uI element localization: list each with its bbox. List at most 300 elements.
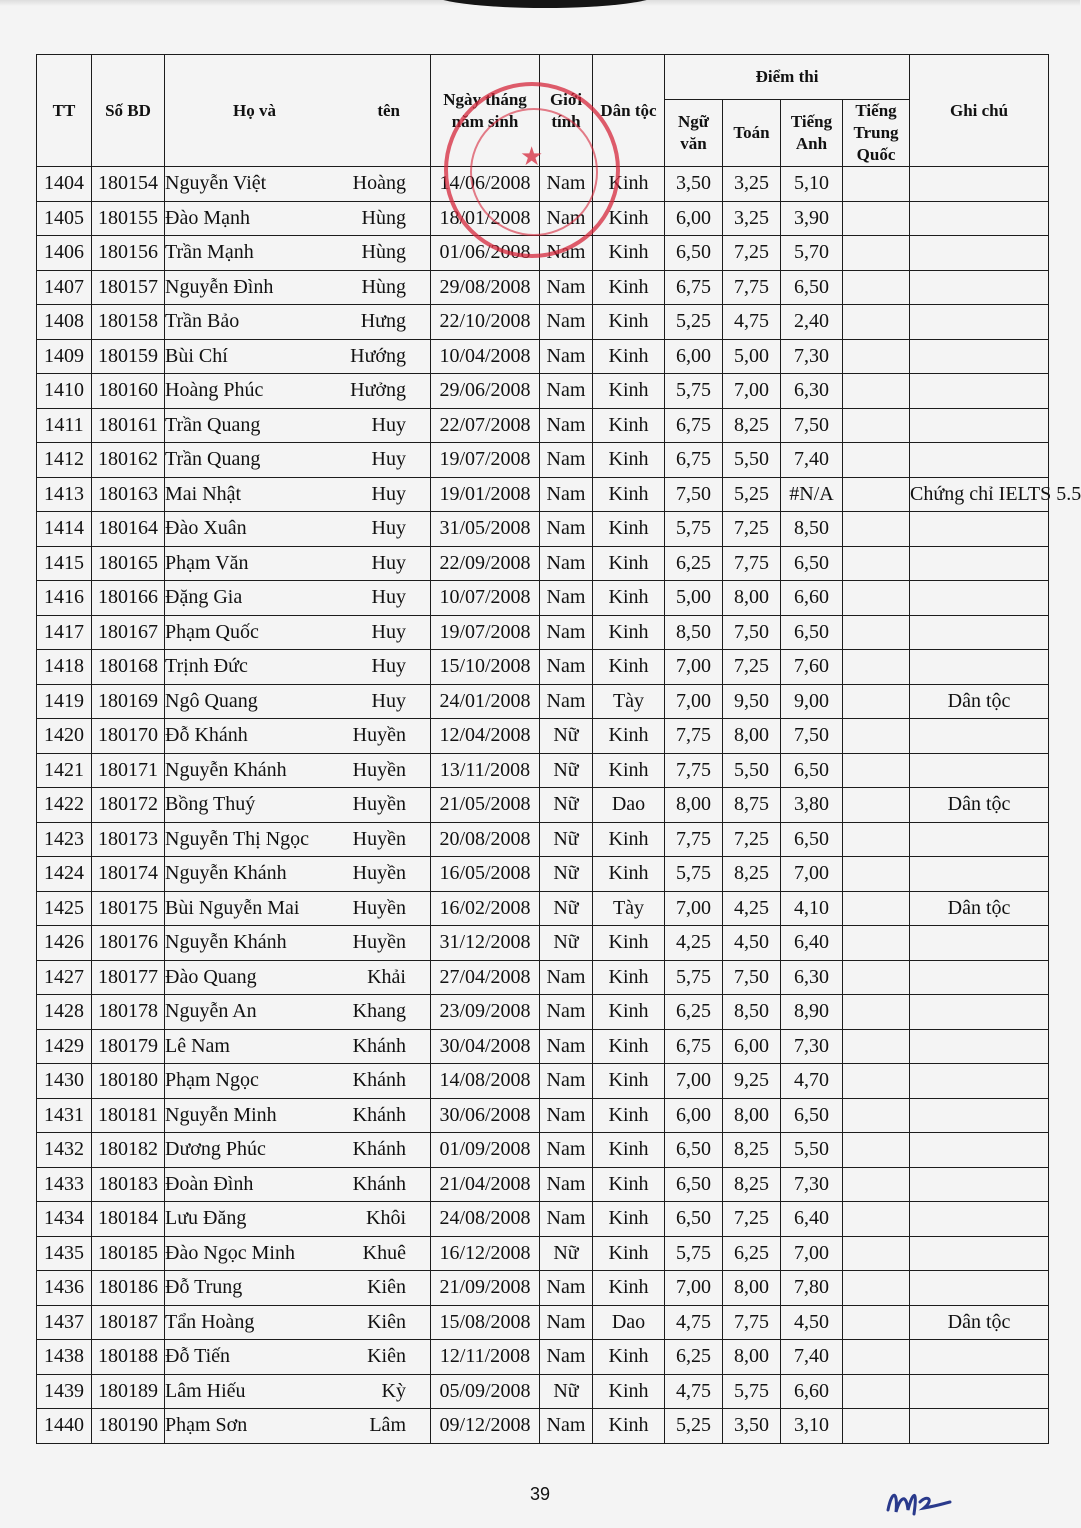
cell-toan: 4,50 bbox=[723, 926, 781, 961]
cell-ten: Khôi bbox=[366, 1207, 406, 1230]
cell-ten: Hướng bbox=[350, 344, 406, 367]
cell-ngaysinh: 19/07/2008 bbox=[431, 443, 540, 478]
cell-dantoc: Kinh bbox=[593, 1374, 665, 1409]
cell-toan: 7,25 bbox=[723, 512, 781, 547]
cell-ghichu bbox=[910, 857, 1049, 892]
col-gioitinh: Giới tính bbox=[540, 55, 593, 167]
cell-ten: Huy bbox=[371, 586, 406, 609]
cell-tiengtrung bbox=[843, 650, 910, 685]
cell-gioitinh: Nữ bbox=[540, 822, 593, 857]
cell-tienganh: 5,50 bbox=[781, 1133, 843, 1168]
cell-tt: 1426 bbox=[37, 926, 92, 961]
cell-ngaysinh: 10/07/2008 bbox=[431, 581, 540, 616]
cell-tiengtrung bbox=[843, 1064, 910, 1099]
cell-ho: Đặng Gia bbox=[165, 586, 243, 609]
col-group-diemthi: Điểm thi bbox=[665, 55, 910, 100]
cell-tienganh: 6,50 bbox=[781, 753, 843, 788]
cell-tt: 1423 bbox=[37, 822, 92, 857]
cell-dantoc: Kinh bbox=[593, 857, 665, 892]
table-row bbox=[37, 684, 1049, 719]
cell-ten: Khang bbox=[352, 1000, 406, 1023]
cell-ghichu bbox=[910, 1236, 1049, 1271]
cell-hoten bbox=[165, 1236, 431, 1271]
cell-ghichu bbox=[910, 1064, 1049, 1099]
cell-toan: 8,50 bbox=[723, 995, 781, 1030]
cell-ngaysinh: 12/11/2008 bbox=[431, 1340, 540, 1375]
cell-nguvan: 6,00 bbox=[665, 201, 723, 236]
cell-gioitinh: Nam bbox=[540, 1202, 593, 1237]
cell-ghichu bbox=[910, 581, 1049, 616]
cell-sbd: 180162 bbox=[92, 443, 165, 478]
col-ghichu: Ghi chú bbox=[910, 55, 1049, 167]
cell-ghichu bbox=[910, 1374, 1049, 1409]
cell-gioitinh: Nam bbox=[540, 305, 593, 340]
cell-tiengtrung bbox=[843, 684, 910, 719]
cell-gioitinh: Nam bbox=[540, 1029, 593, 1064]
cell-ghichu: Dân tộc bbox=[910, 891, 1049, 926]
cell-ho: Bồng Thuý bbox=[165, 793, 256, 816]
cell-gioitinh: Nam bbox=[540, 581, 593, 616]
cell-gioitinh: Nam bbox=[540, 960, 593, 995]
cell-gioitinh: Nam bbox=[540, 1064, 593, 1099]
cell-nguvan: 7,75 bbox=[665, 719, 723, 754]
cell-tt: 1413 bbox=[37, 477, 92, 512]
cell-ho: Đào Mạnh bbox=[165, 206, 250, 229]
cell-gioitinh: Nữ bbox=[540, 926, 593, 961]
score-table bbox=[36, 54, 1081, 1444]
cell-ngaysinh: 01/06/2008 bbox=[431, 236, 540, 271]
table-row bbox=[37, 1236, 1049, 1271]
cell-ghichu bbox=[910, 374, 1049, 409]
cell-toan: 8,00 bbox=[723, 1271, 781, 1306]
cell-gioitinh: Nam bbox=[540, 1340, 593, 1375]
cell-tiengtrung bbox=[843, 1098, 910, 1133]
cell-toan: 5,50 bbox=[723, 753, 781, 788]
cell-gioitinh: Nam bbox=[540, 443, 593, 478]
table-row bbox=[37, 236, 1049, 271]
cell-ngaysinh: 21/05/2008 bbox=[431, 788, 540, 823]
cell-gioitinh: Nam bbox=[540, 995, 593, 1030]
cell-ngaysinh: 22/07/2008 bbox=[431, 408, 540, 443]
table-row bbox=[37, 1064, 1049, 1099]
cell-ngaysinh: 18/01/2008 bbox=[431, 201, 540, 236]
cell-ten: Huy bbox=[371, 551, 406, 574]
cell-ngaysinh: 29/08/2008 bbox=[431, 270, 540, 305]
cell-ngaysinh: 30/04/2008 bbox=[431, 1029, 540, 1064]
cell-gioitinh: Nam bbox=[540, 477, 593, 512]
cell-gioitinh: Nam bbox=[540, 684, 593, 719]
cell-tiengtrung bbox=[843, 477, 910, 512]
cell-ho: Nguyễn Minh bbox=[165, 1103, 277, 1126]
cell-ho: Lê Nam bbox=[165, 1034, 230, 1057]
cell-ten: Huyền bbox=[352, 724, 406, 747]
cell-tt: 1415 bbox=[37, 546, 92, 581]
table-row bbox=[37, 1305, 1049, 1340]
cell-tienganh: 4,50 bbox=[781, 1305, 843, 1340]
cell-tt: 1408 bbox=[37, 305, 92, 340]
cell-tt: 1421 bbox=[37, 753, 92, 788]
cell-tt: 1420 bbox=[37, 719, 92, 754]
cell-dantoc: Tày bbox=[593, 891, 665, 926]
table-row bbox=[37, 1340, 1049, 1375]
table-row bbox=[37, 615, 1049, 650]
cell-dantoc: Kinh bbox=[593, 1098, 665, 1133]
cell-tt: 1417 bbox=[37, 615, 92, 650]
table-row bbox=[37, 201, 1049, 236]
cell-ngaysinh: 16/02/2008 bbox=[431, 891, 540, 926]
cell-hoten bbox=[165, 719, 431, 754]
cell-hoten bbox=[165, 1271, 431, 1306]
cell-tienganh: 7,00 bbox=[781, 857, 843, 892]
col-dantoc: Dân tộc bbox=[593, 55, 665, 167]
cell-tt: 1424 bbox=[37, 857, 92, 892]
cell-toan: 9,25 bbox=[723, 1064, 781, 1099]
cell-dantoc: Kinh bbox=[593, 167, 665, 202]
cell-ho: Nguyễn Thị Ngọc bbox=[165, 827, 310, 850]
cell-tiengtrung bbox=[843, 1029, 910, 1064]
table-row bbox=[37, 926, 1049, 961]
cell-nguvan: 3,50 bbox=[665, 167, 723, 202]
cell-nguvan: 5,00 bbox=[665, 581, 723, 616]
cell-tt: 1437 bbox=[37, 1305, 92, 1340]
cell-toan: 5,25 bbox=[723, 477, 781, 512]
cell-tt: 1440 bbox=[37, 1409, 92, 1444]
cell-nguvan: 6,00 bbox=[665, 339, 723, 374]
col-toan: Toán bbox=[723, 100, 781, 167]
cell-tiengtrung bbox=[843, 443, 910, 478]
cell-hoten bbox=[165, 926, 431, 961]
page-number: 39 bbox=[529, 1484, 551, 1504]
cell-tiengtrung bbox=[843, 581, 910, 616]
cell-sbd: 180156 bbox=[92, 236, 165, 271]
cell-ho: Đào Xuân bbox=[165, 517, 247, 540]
cell-ho: Đỗ Tiến bbox=[165, 1345, 231, 1368]
cell-toan: 8,00 bbox=[723, 1340, 781, 1375]
cell-gioitinh: Nam bbox=[540, 615, 593, 650]
cell-ho: Trần Quang bbox=[165, 448, 261, 471]
cell-hoten bbox=[165, 477, 431, 512]
cell-tiengtrung bbox=[843, 305, 910, 340]
cell-nguvan: 6,50 bbox=[665, 236, 723, 271]
cell-tiengtrung bbox=[843, 1340, 910, 1375]
cell-ngaysinh: 19/01/2008 bbox=[431, 477, 540, 512]
cell-ten: Huy bbox=[371, 655, 406, 678]
cell-ten: Huyền bbox=[352, 862, 406, 885]
cell-tiengtrung bbox=[843, 615, 910, 650]
cell-toan: 7,25 bbox=[723, 822, 781, 857]
cell-tienganh: 4,70 bbox=[781, 1064, 843, 1099]
cell-nguvan: 5,75 bbox=[665, 960, 723, 995]
cell-toan: 7,75 bbox=[723, 1305, 781, 1340]
cell-tt: 1434 bbox=[37, 1202, 92, 1237]
col-nguvan: Ngữ văn bbox=[665, 100, 723, 167]
cell-ten: Hưng bbox=[360, 310, 406, 333]
cell-nguvan: 6,50 bbox=[665, 1202, 723, 1237]
cell-hoten bbox=[165, 822, 431, 857]
cell-tiengtrung bbox=[843, 822, 910, 857]
cell-ghichu bbox=[910, 1098, 1049, 1133]
cell-ghichu: Dân tộc bbox=[910, 1305, 1049, 1340]
cell-dantoc: Kinh bbox=[593, 408, 665, 443]
seal-star-icon: ★ bbox=[520, 142, 544, 172]
cell-sbd: 180170 bbox=[92, 719, 165, 754]
cell-tt: 1405 bbox=[37, 201, 92, 236]
cell-ghichu bbox=[910, 443, 1049, 478]
cell-tienganh: 7,40 bbox=[781, 443, 843, 478]
cell-ho: Đỗ Khánh bbox=[165, 724, 248, 747]
cell-hoten bbox=[165, 960, 431, 995]
cell-hoten bbox=[165, 1202, 431, 1237]
cell-tienganh: 7,50 bbox=[781, 408, 843, 443]
cell-gioitinh: Nam bbox=[540, 1098, 593, 1133]
cell-ngaysinh: 19/07/2008 bbox=[431, 615, 540, 650]
cell-dantoc: Kinh bbox=[593, 201, 665, 236]
cell-gioitinh: Nam bbox=[540, 1133, 593, 1168]
cell-ghichu: Chứng chỉ IELTS 5.5 bbox=[910, 477, 1049, 512]
cell-tiengtrung bbox=[843, 1167, 910, 1202]
cell-ten: Kiên bbox=[367, 1276, 406, 1299]
cell-tiengtrung bbox=[843, 236, 910, 271]
cell-ho: Bùi Nguyễn Mai bbox=[165, 896, 300, 919]
cell-tt: 1427 bbox=[37, 960, 92, 995]
cell-nguvan: 6,25 bbox=[665, 1340, 723, 1375]
cell-ghichu bbox=[910, 1133, 1049, 1168]
cell-tt: 1406 bbox=[37, 236, 92, 271]
cell-gioitinh: Nam bbox=[540, 167, 593, 202]
cell-hoten bbox=[165, 684, 431, 719]
cell-sbd: 180186 bbox=[92, 1271, 165, 1306]
cell-hoten bbox=[165, 753, 431, 788]
cell-sbd: 180183 bbox=[92, 1167, 165, 1202]
cell-sbd: 180175 bbox=[92, 891, 165, 926]
cell-toan: 7,75 bbox=[723, 270, 781, 305]
cell-ngaysinh: 12/04/2008 bbox=[431, 719, 540, 754]
cell-dantoc: Kinh bbox=[593, 753, 665, 788]
cell-hoten bbox=[165, 1098, 431, 1133]
cell-tiengtrung bbox=[843, 201, 910, 236]
cell-sbd: 180161 bbox=[92, 408, 165, 443]
cell-tiengtrung bbox=[843, 926, 910, 961]
cell-toan: 3,25 bbox=[723, 201, 781, 236]
cell-hoten bbox=[165, 857, 431, 892]
cell-ten: Khánh bbox=[352, 1034, 406, 1057]
cell-hoten bbox=[165, 1409, 431, 1444]
cell-sbd: 180159 bbox=[92, 339, 165, 374]
cell-toan: 8,25 bbox=[723, 408, 781, 443]
col-tt: TT bbox=[37, 55, 92, 167]
cell-ho: Lưu Đăng bbox=[165, 1207, 247, 1230]
col-ho-label: Họ và bbox=[233, 100, 276, 120]
table-row bbox=[37, 719, 1049, 754]
cell-sbd: 180160 bbox=[92, 374, 165, 409]
table-row bbox=[37, 891, 1049, 926]
cell-ten: Hưởng bbox=[350, 379, 406, 402]
cell-toan: 9,50 bbox=[723, 684, 781, 719]
cell-tiengtrung bbox=[843, 1133, 910, 1168]
cell-ho: Dương Phúc bbox=[165, 1138, 266, 1161]
cell-gioitinh: Nam bbox=[540, 1271, 593, 1306]
cell-dantoc: Kinh bbox=[593, 960, 665, 995]
col-ngaysinh: Ngày tháng năm sinh bbox=[431, 55, 540, 167]
cell-ten: Khánh bbox=[352, 1138, 406, 1161]
cell-ngaysinh: 13/11/2008 bbox=[431, 753, 540, 788]
cell-hoten bbox=[165, 615, 431, 650]
cell-gioitinh: Nữ bbox=[540, 753, 593, 788]
cell-dantoc: Kinh bbox=[593, 1029, 665, 1064]
cell-tienganh: 5,70 bbox=[781, 236, 843, 271]
cell-tienganh: 3,80 bbox=[781, 788, 843, 823]
cell-ghichu bbox=[910, 546, 1049, 581]
cell-dantoc: Kinh bbox=[593, 1340, 665, 1375]
cell-dantoc: Kinh bbox=[593, 1133, 665, 1168]
cell-nguvan: 7,75 bbox=[665, 822, 723, 857]
cell-ghichu bbox=[910, 408, 1049, 443]
cell-dantoc: Kinh bbox=[593, 305, 665, 340]
cell-gioitinh: Nữ bbox=[540, 857, 593, 892]
cell-ten: Kiên bbox=[367, 1310, 406, 1333]
cell-ten: Huy bbox=[371, 482, 406, 505]
cell-tienganh: 6,50 bbox=[781, 270, 843, 305]
cell-ghichu bbox=[910, 339, 1049, 374]
cell-nguvan: 5,75 bbox=[665, 512, 723, 547]
cell-ten: Huyền bbox=[352, 758, 406, 781]
cell-ten: Huy bbox=[371, 689, 406, 712]
cell-dantoc: Dao bbox=[593, 1305, 665, 1340]
table-row bbox=[37, 788, 1049, 823]
cell-hoten bbox=[165, 546, 431, 581]
cell-tt: 1418 bbox=[37, 650, 92, 685]
table-row bbox=[37, 1029, 1049, 1064]
cell-dantoc: Kinh bbox=[593, 1271, 665, 1306]
cell-dantoc: Kinh bbox=[593, 615, 665, 650]
cell-ngaysinh: 16/05/2008 bbox=[431, 857, 540, 892]
cell-gioitinh: Nam bbox=[540, 236, 593, 271]
cell-ten: Huy bbox=[371, 448, 406, 471]
cell-sbd: 180167 bbox=[92, 615, 165, 650]
cell-nguvan: 5,25 bbox=[665, 1409, 723, 1444]
cell-ngaysinh: 27/04/2008 bbox=[431, 960, 540, 995]
cell-ngaysinh: 10/04/2008 bbox=[431, 339, 540, 374]
cell-ngaysinh: 01/09/2008 bbox=[431, 1133, 540, 1168]
cell-tienganh: #N/A bbox=[781, 477, 843, 512]
cell-toan: 8,75 bbox=[723, 788, 781, 823]
cell-ho: Tẩn Hoàng bbox=[165, 1310, 255, 1333]
cell-ho: Bùi Chí bbox=[165, 344, 228, 367]
cell-nguvan: 6,50 bbox=[665, 1133, 723, 1168]
cell-dantoc: Kinh bbox=[593, 477, 665, 512]
cell-tienganh: 6,60 bbox=[781, 1374, 843, 1409]
cell-ghichu bbox=[910, 1167, 1049, 1202]
table-row bbox=[37, 1374, 1049, 1409]
cell-ten: Huyền bbox=[352, 793, 406, 816]
cell-gioitinh: Nữ bbox=[540, 719, 593, 754]
cell-hoten bbox=[165, 1133, 431, 1168]
cell-sbd: 180174 bbox=[92, 857, 165, 892]
cell-ten: Khánh bbox=[352, 1103, 406, 1126]
cell-dantoc: Kinh bbox=[593, 339, 665, 374]
cell-nguvan: 6,00 bbox=[665, 1098, 723, 1133]
cell-tiengtrung bbox=[843, 1202, 910, 1237]
cell-tt: 1409 bbox=[37, 339, 92, 374]
cell-sbd: 180165 bbox=[92, 546, 165, 581]
cell-nguvan: 7,00 bbox=[665, 684, 723, 719]
cell-ghichu bbox=[910, 270, 1049, 305]
cell-sbd: 180180 bbox=[92, 1064, 165, 1099]
cell-ten: Khánh bbox=[352, 1069, 406, 1092]
cell-toan: 4,25 bbox=[723, 891, 781, 926]
cell-gioitinh: Nữ bbox=[540, 1236, 593, 1271]
cell-tiengtrung bbox=[843, 512, 910, 547]
cell-ngaysinh: 29/06/2008 bbox=[431, 374, 540, 409]
cell-sbd: 180163 bbox=[92, 477, 165, 512]
cell-ten: Hùng bbox=[361, 241, 406, 264]
cell-ghichu bbox=[910, 1271, 1049, 1306]
cell-sbd: 180164 bbox=[92, 512, 165, 547]
cell-tiengtrung bbox=[843, 1409, 910, 1444]
cell-ngaysinh: 15/10/2008 bbox=[431, 650, 540, 685]
cell-toan: 7,50 bbox=[723, 615, 781, 650]
cell-gioitinh: Nữ bbox=[540, 1374, 593, 1409]
cell-sbd: 180178 bbox=[92, 995, 165, 1030]
cell-sbd: 180190 bbox=[92, 1409, 165, 1444]
cell-tt: 1425 bbox=[37, 891, 92, 926]
cell-tt: 1433 bbox=[37, 1167, 92, 1202]
cell-ho: Đỗ Trung bbox=[165, 1276, 243, 1299]
cell-hoten bbox=[165, 650, 431, 685]
cell-tt: 1429 bbox=[37, 1029, 92, 1064]
cell-sbd: 180158 bbox=[92, 305, 165, 340]
cell-nguvan: 6,25 bbox=[665, 546, 723, 581]
cell-ten: Kiên bbox=[367, 1345, 406, 1368]
cell-tienganh: 6,30 bbox=[781, 374, 843, 409]
cell-ghichu bbox=[910, 1029, 1049, 1064]
cell-ngaysinh: 24/08/2008 bbox=[431, 1202, 540, 1237]
cell-ngaysinh: 15/08/2008 bbox=[431, 1305, 540, 1340]
table-row bbox=[37, 167, 1049, 202]
cell-ghichu bbox=[910, 236, 1049, 271]
cell-tienganh: 3,90 bbox=[781, 201, 843, 236]
cell-ho: Trịnh Đức bbox=[165, 655, 248, 678]
cell-nguvan: 4,75 bbox=[665, 1374, 723, 1409]
cell-ho: Nguyễn Đình bbox=[165, 275, 274, 298]
cell-tienganh: 7,30 bbox=[781, 339, 843, 374]
cell-ten: Huyền bbox=[352, 931, 406, 954]
cell-ngaysinh: 21/04/2008 bbox=[431, 1167, 540, 1202]
cell-ho: Phạm Ngọc bbox=[165, 1069, 259, 1092]
cell-sbd: 180154 bbox=[92, 167, 165, 202]
cell-ho: Phạm Văn bbox=[165, 551, 249, 574]
cell-tienganh: 3,10 bbox=[781, 1409, 843, 1444]
cell-hoten bbox=[165, 891, 431, 926]
cell-tiengtrung bbox=[843, 270, 910, 305]
cell-hoten bbox=[165, 374, 431, 409]
cell-dantoc: Tày bbox=[593, 684, 665, 719]
table-row bbox=[37, 1167, 1049, 1202]
cell-ngaysinh: 05/09/2008 bbox=[431, 1374, 540, 1409]
cell-tt: 1414 bbox=[37, 512, 92, 547]
cell-nguvan: 6,75 bbox=[665, 1029, 723, 1064]
cell-hoten bbox=[165, 512, 431, 547]
cell-ten: Khải bbox=[367, 965, 406, 988]
cell-gioitinh: Nữ bbox=[540, 891, 593, 926]
cell-tiengtrung bbox=[843, 788, 910, 823]
cell-ten: Khuê bbox=[362, 1241, 406, 1264]
cell-ghichu bbox=[910, 201, 1049, 236]
cell-sbd: 180171 bbox=[92, 753, 165, 788]
score-table-body bbox=[37, 167, 1081, 1444]
cell-tt: 1419 bbox=[37, 684, 92, 719]
cell-hoten bbox=[165, 1029, 431, 1064]
